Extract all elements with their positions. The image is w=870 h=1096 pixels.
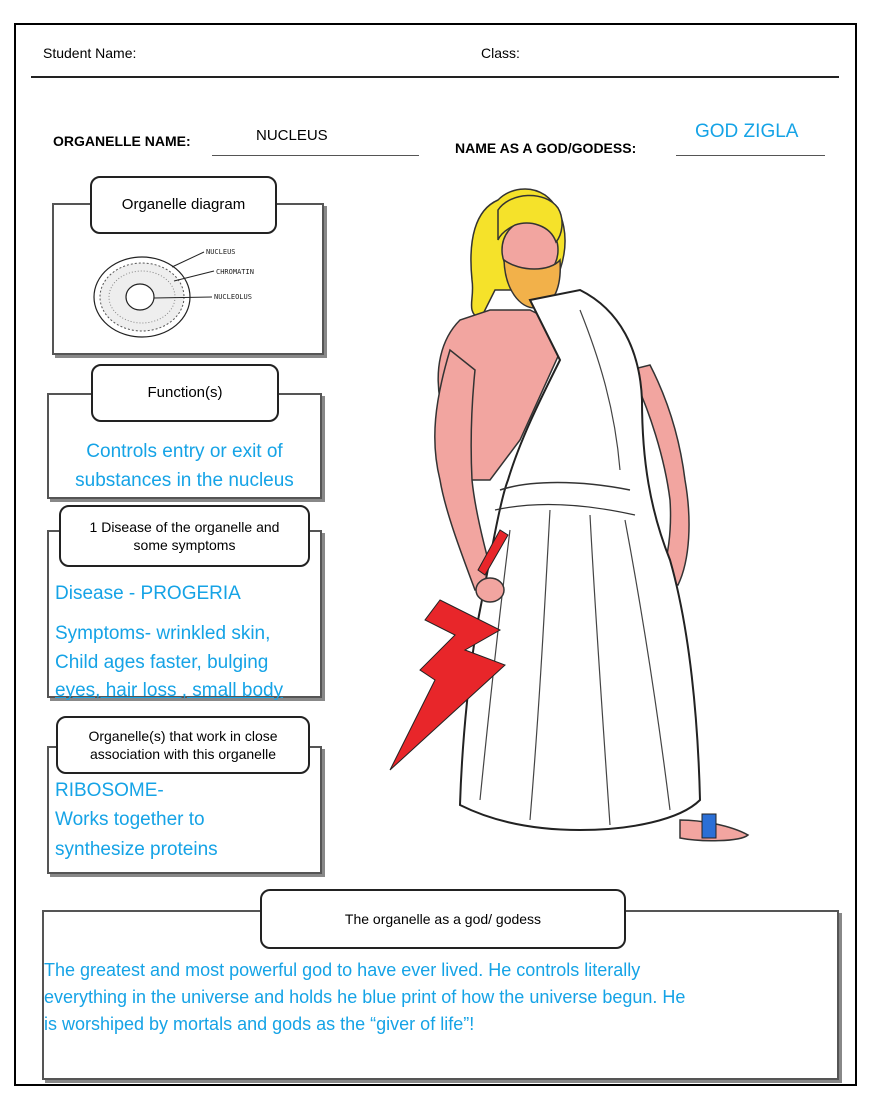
diagram-label-nucleolus: NUCLEOLUS <box>214 293 252 301</box>
symptom-line: Symptoms- wrinkled skin, <box>55 623 271 644</box>
function-title-tab <box>91 364 279 422</box>
god-name-underline <box>676 155 825 156</box>
association-line: Works together to <box>55 809 205 831</box>
disease-title-line: some symptoms <box>133 537 236 553</box>
diagram-label-nucleus: NUCLEUS <box>206 248 236 256</box>
function-line: substances in the nucleus <box>75 469 294 491</box>
association-title-line: association with this organelle <box>89 746 276 762</box>
function-title: Function(s) <box>147 384 223 402</box>
disease-symptoms <box>55 620 283 706</box>
student-name-label: Student Name: <box>43 45 137 61</box>
god-description-line: is worshiped by mortals and gods as the “giver of life”! <box>44 1014 475 1034</box>
header-rule <box>31 76 839 78</box>
god-name-label: NAME AS A GOD/GODESS: <box>455 140 637 156</box>
symptom-line: Child ages faster, bulging <box>55 651 269 673</box>
disease-title-tab <box>59 505 310 567</box>
diagram-title-tab <box>90 176 277 234</box>
function-answer <box>47 438 322 495</box>
function-line: Controls entry or exit of <box>86 441 283 462</box>
god-illustration <box>380 180 780 860</box>
symptom-line: eyes, hair loss , small body <box>55 680 284 701</box>
organelle-name-underline <box>212 155 419 156</box>
disease-title-line: 1 Disease of the organelle and <box>89 518 280 535</box>
organelle-name-label: ORGANELLE NAME: <box>53 133 191 149</box>
god-description <box>44 957 836 1038</box>
class-label: Class: <box>481 45 520 61</box>
god-section-title: The organelle as a god/ godess <box>344 910 542 927</box>
organelle-name-value: NUCLEUS <box>256 127 328 144</box>
god-name-value: GOD ZIGLA <box>695 121 799 142</box>
association-title-line: Organelle(s) that work in close <box>88 727 278 744</box>
diagram-label-chromatin: CHROMATIN <box>216 268 254 276</box>
association-answer <box>55 776 218 864</box>
disease-name: Disease - PROGERIA <box>55 583 241 604</box>
association-title-tab <box>56 716 310 774</box>
god-description-line: The greatest and most powerful god to have ever lived. He controls literally <box>44 960 641 980</box>
god-section-title-tab <box>260 889 626 949</box>
god-description-line: everything in the universe and holds he blue print of how the universe begun. He <box>44 987 686 1007</box>
association-line: RIBOSOME- <box>55 780 164 801</box>
association-line: synthesize proteins <box>55 838 218 860</box>
diagram-title: Organelle diagram <box>121 196 246 214</box>
